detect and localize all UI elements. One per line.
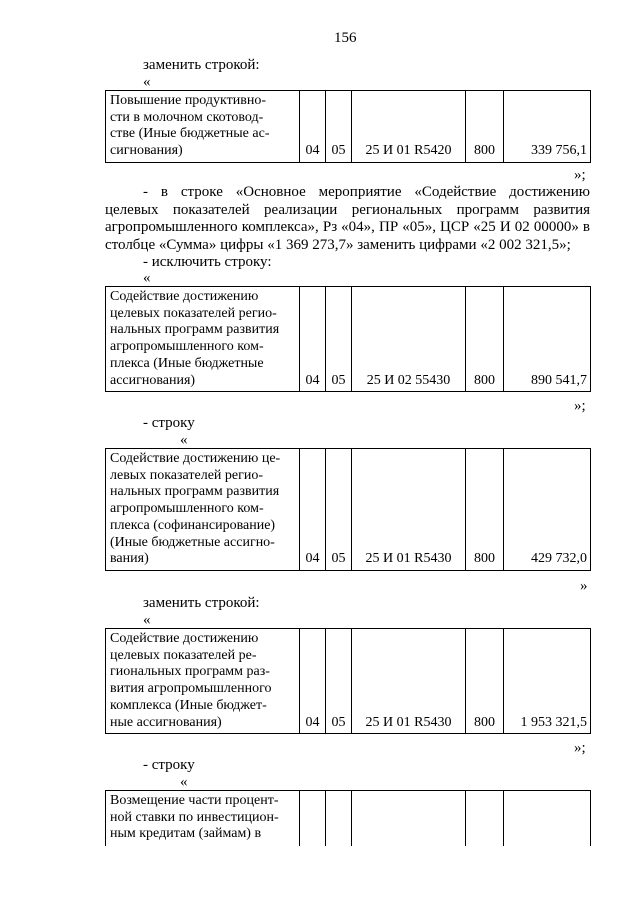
csr-cell: 25 И 01 R5430	[352, 629, 466, 734]
change-paragraph: - в строке «Основное мероприятие «Содействие достижению целевых показателей реализации региональных программ развития агропромышленного комплекса», Рз «04», ПР «05», ЦСР «25 И 02 00000» в столбце «Сумма» цифры «1 369 273,7» заменить цифрами «2 002 321,5»;	[105, 184, 590, 253]
vr-cell	[466, 791, 504, 847]
instruction-row: - строку	[143, 757, 195, 773]
sum-cell: 339 756,1	[504, 91, 591, 163]
row-name-cell: Повышение продуктивно- сти в молочном скотовод- стве (Иные бюджетные ас- сигнования)	[106, 91, 300, 163]
csr-cell: 25 И 01 R5420	[352, 91, 466, 163]
pr-cell	[326, 791, 352, 847]
vr-cell: 800	[466, 287, 504, 392]
opening-quote: «	[143, 74, 151, 90]
budget-table-row-4	[105, 628, 591, 734]
budget-table-row-5	[105, 790, 591, 846]
closing-quote: »	[580, 578, 588, 594]
opening-quote: «	[143, 270, 151, 286]
opening-quote: «	[180, 774, 188, 790]
csr-cell: 25 И 01 R5430	[352, 449, 466, 571]
sum-cell: 1 953 321,5	[504, 629, 591, 734]
vr-cell: 800	[466, 91, 504, 163]
table-row	[106, 91, 591, 163]
rz-cell	[300, 791, 326, 847]
rz-cell: 04	[300, 287, 326, 392]
instruction-replace-with-row: заменить строкой:	[143, 595, 260, 611]
pr-cell: 05	[326, 449, 352, 571]
vr-cell: 800	[466, 629, 504, 734]
rz-cell: 04	[300, 449, 326, 571]
row-name-cell: Возмещение части процент- ной ставки по инвестицион- ным кредитам (займам) в	[106, 791, 300, 847]
closing-quote: »;	[574, 398, 586, 414]
page-number: 156	[334, 30, 357, 46]
rz-cell: 04	[300, 629, 326, 734]
table-row	[106, 791, 591, 847]
sum-cell: 429 732,0	[504, 449, 591, 571]
instruction-replace-with-row: заменить строкой:	[143, 57, 260, 73]
row-name-cell: Содействие достижению це- левых показателей регио- нальных программ развития агропромышленного ком- плекса (софинансирование) (Иные бюджетные ассигно- вания)	[106, 449, 300, 571]
pr-cell: 05	[326, 91, 352, 163]
csr-cell	[352, 791, 466, 847]
rz-cell: 04	[300, 91, 326, 163]
pr-cell: 05	[326, 629, 352, 734]
instruction-row: - строку	[143, 415, 195, 431]
sum-cell	[504, 791, 591, 847]
budget-table-row-2	[105, 286, 591, 392]
table-row	[106, 629, 591, 734]
table-row	[106, 449, 591, 571]
opening-quote: «	[180, 432, 188, 448]
row-name-cell: Содействие достижению целевых показателей регио- нальных программ развития агропромышленного ком- плекса (Иные бюджетные ассигнования)	[106, 287, 300, 392]
pr-cell: 05	[326, 287, 352, 392]
row-name-cell: Содействие достижению целевых показателей ре- гиональных программ раз- вития агропромышленного комплекса (Иные бюджет- ные ассигнования)	[106, 629, 300, 734]
csr-cell: 25 И 02 55430	[352, 287, 466, 392]
budget-table-row-1	[105, 90, 591, 163]
budget-table-row-3	[105, 448, 591, 571]
vr-cell: 800	[466, 449, 504, 571]
instruction-exclude-row: - исключить строку:	[143, 254, 272, 270]
table-row	[106, 287, 591, 392]
opening-quote: «	[143, 612, 151, 628]
closing-quote: »;	[574, 740, 586, 756]
closing-quote: »;	[574, 167, 586, 183]
sum-cell: 890 541,7	[504, 287, 591, 392]
